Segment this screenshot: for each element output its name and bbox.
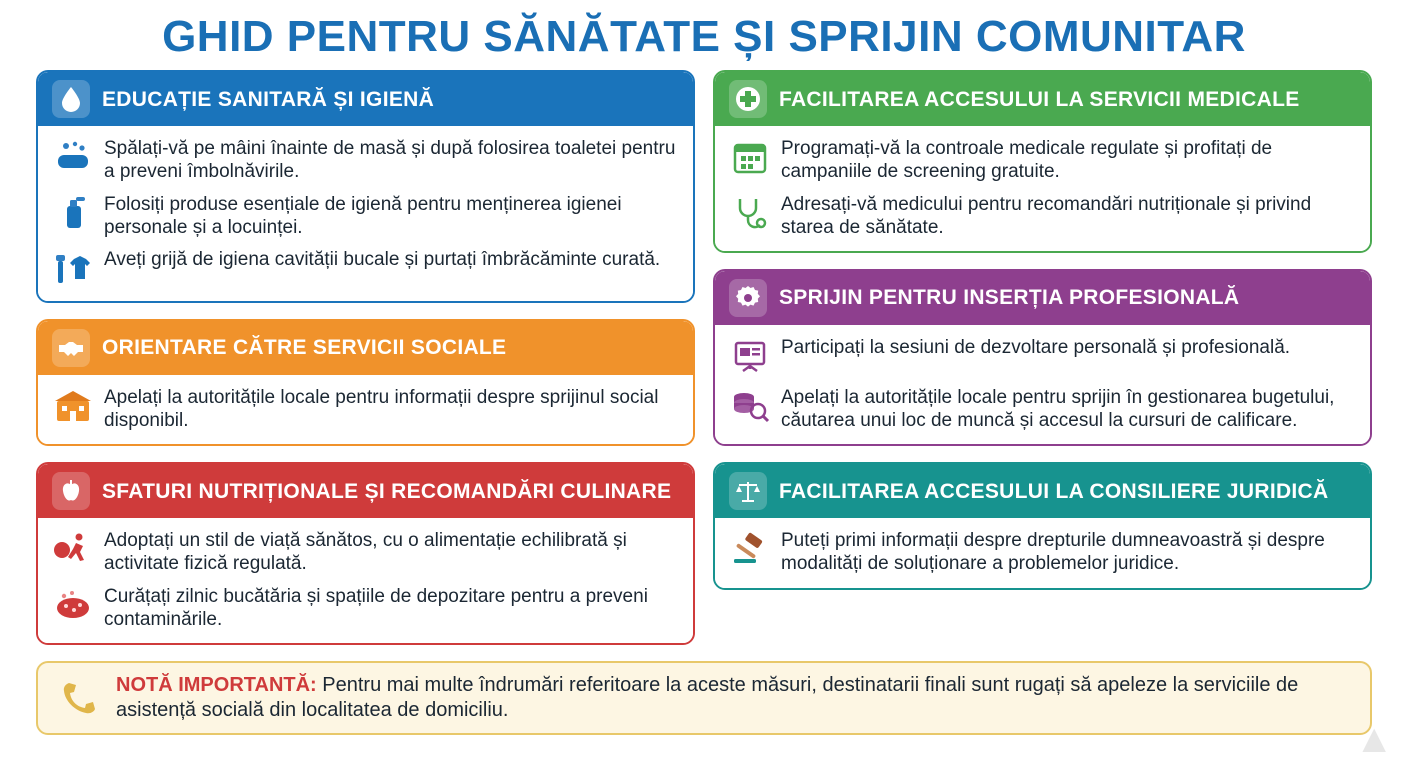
page-title: GHID PENTRU SĂNĂTATE ȘI SPRIJIN COMUNITAR: [162, 12, 1246, 61]
scales-of-justice-icon: [729, 472, 767, 510]
coins-magnifier-icon: [729, 385, 771, 427]
calendar-icon: [729, 136, 771, 178]
card-header: [38, 464, 693, 518]
soap-bar-icon: [52, 136, 94, 178]
card-title: EDUCAȚIE SANITARĂ ȘI IGIENĂ: [102, 87, 435, 111]
apple-icon: [52, 472, 90, 510]
list-item: [729, 335, 1356, 377]
gavel-icon: [729, 528, 771, 570]
water-drop-icon: [52, 80, 90, 118]
card-body: [38, 375, 693, 444]
list-item: [52, 192, 679, 239]
running-person-apple-icon: [52, 528, 94, 570]
card-orientare-servicii-sociale: [36, 319, 695, 446]
list-item: [729, 136, 1356, 183]
card-body: [38, 126, 693, 301]
card-body: [715, 126, 1370, 251]
list-item-text: Apelați la autoritățile locale pentru informații despre sprijinul social disponibil.: [104, 386, 659, 432]
stethoscope-icon: [729, 192, 771, 234]
cleaning-sponge-icon: [52, 584, 94, 626]
list-item-text: Aveți grijă de igiena cavității bucale și purtați îmbrăcăminte curată.: [104, 248, 661, 270]
card-title: ORIENTARE CĂTRE SERVICII SOCIALE: [102, 336, 507, 360]
list-item: [52, 385, 679, 432]
left-column: [36, 70, 695, 645]
card-title: SPRIJIN PENTRU INSERȚIA PROFESIONALĂ: [779, 286, 1240, 310]
list-item: [52, 247, 679, 289]
note-label: NOTĂ IMPORTANTĂ:: [116, 673, 317, 696]
card-servicii-medicale: [713, 70, 1372, 253]
medical-cross-icon: [729, 80, 767, 118]
gear-icon: [729, 279, 767, 317]
list-item-text: Folosiți produse esențiale de igienă pentru menținerea igienei personale și a locuinței.: [104, 193, 622, 238]
list-item-text: Puteți primi informații despre drepturile dumneavoastră și despre modalități de soluționare a problemelor juridice.: [781, 530, 1325, 575]
card-insertie-profesionala: [713, 269, 1372, 446]
note-text: [116, 673, 1352, 723]
card-title: FACILITAREA ACCESULUI LA CONSILIERE JURIDICĂ: [779, 479, 1329, 503]
list-item: [729, 385, 1356, 432]
list-item: [52, 136, 679, 183]
list-item-text: Participați la sesiuni de dezvoltare personală și profesională.: [781, 336, 1291, 358]
list-item: [729, 192, 1356, 239]
list-item: [52, 584, 679, 631]
card-body: [38, 518, 693, 643]
town-hall-icon: [52, 385, 94, 427]
phone-icon: [56, 675, 102, 721]
card-header: [715, 72, 1370, 126]
card-consiliere-juridica: [713, 462, 1372, 589]
list-item: [52, 528, 679, 575]
list-item-text: Adoptați un stil de viață sănătos, cu o alimentație echilibrată și activitate fizică regulată.: [104, 530, 627, 575]
presentation-board-icon: [729, 335, 771, 377]
card-body: [715, 325, 1370, 444]
list-item-text: Programați-vă la controale medicale regulate și profitați de campaniile de screening gratuite.: [781, 138, 1273, 183]
note-body: Pentru mai multe îndrumări referitoare la aceste măsuri, destinatarii finali sunt rugați să apeleze la serviciile de asistență socială din localitatea de domiciliu.: [116, 673, 1299, 721]
toothbrush-shirt-icon: [52, 247, 94, 289]
soap-dispenser-icon: [52, 192, 94, 234]
handshake-icon: [52, 329, 90, 367]
card-header: [38, 321, 693, 375]
important-note: [36, 661, 1372, 735]
right-column: [713, 70, 1372, 589]
columns-container: [36, 70, 1372, 645]
card-educatie-sanitara: [36, 70, 695, 303]
list-item-text: Curățați zilnic bucătăria și spațiile de depozitare pentru a preveni contaminările.: [104, 585, 648, 630]
watermark: ▲: [1354, 716, 1394, 761]
card-sfaturi-nutritionale: [36, 462, 695, 645]
card-header: [38, 72, 693, 126]
list-item: [729, 528, 1356, 575]
card-header: [715, 271, 1370, 325]
card-header: [715, 464, 1370, 518]
list-item-text: Apelați la autoritățile locale pentru sprijin în gestionarea bugetului, căutarea unui loc de muncă și accesul la cursuri de calificare.: [781, 386, 1335, 432]
card-body: [715, 518, 1370, 587]
card-title: SFATURI NUTRIȚIONALE ȘI RECOMANDĂRI CULINARE: [102, 479, 672, 503]
list-item-text: Adresați-vă medicului pentru recomandări nutriționale și privind starea de sănătate.: [781, 193, 1312, 238]
card-title: FACILITAREA ACCESULUI LA SERVICII MEDICALE: [779, 87, 1300, 111]
list-item-text: Spălați-vă pe mâini înainte de masă și după folosirea toaletei pentru a preveni îmbolnăvirile.: [104, 138, 676, 183]
